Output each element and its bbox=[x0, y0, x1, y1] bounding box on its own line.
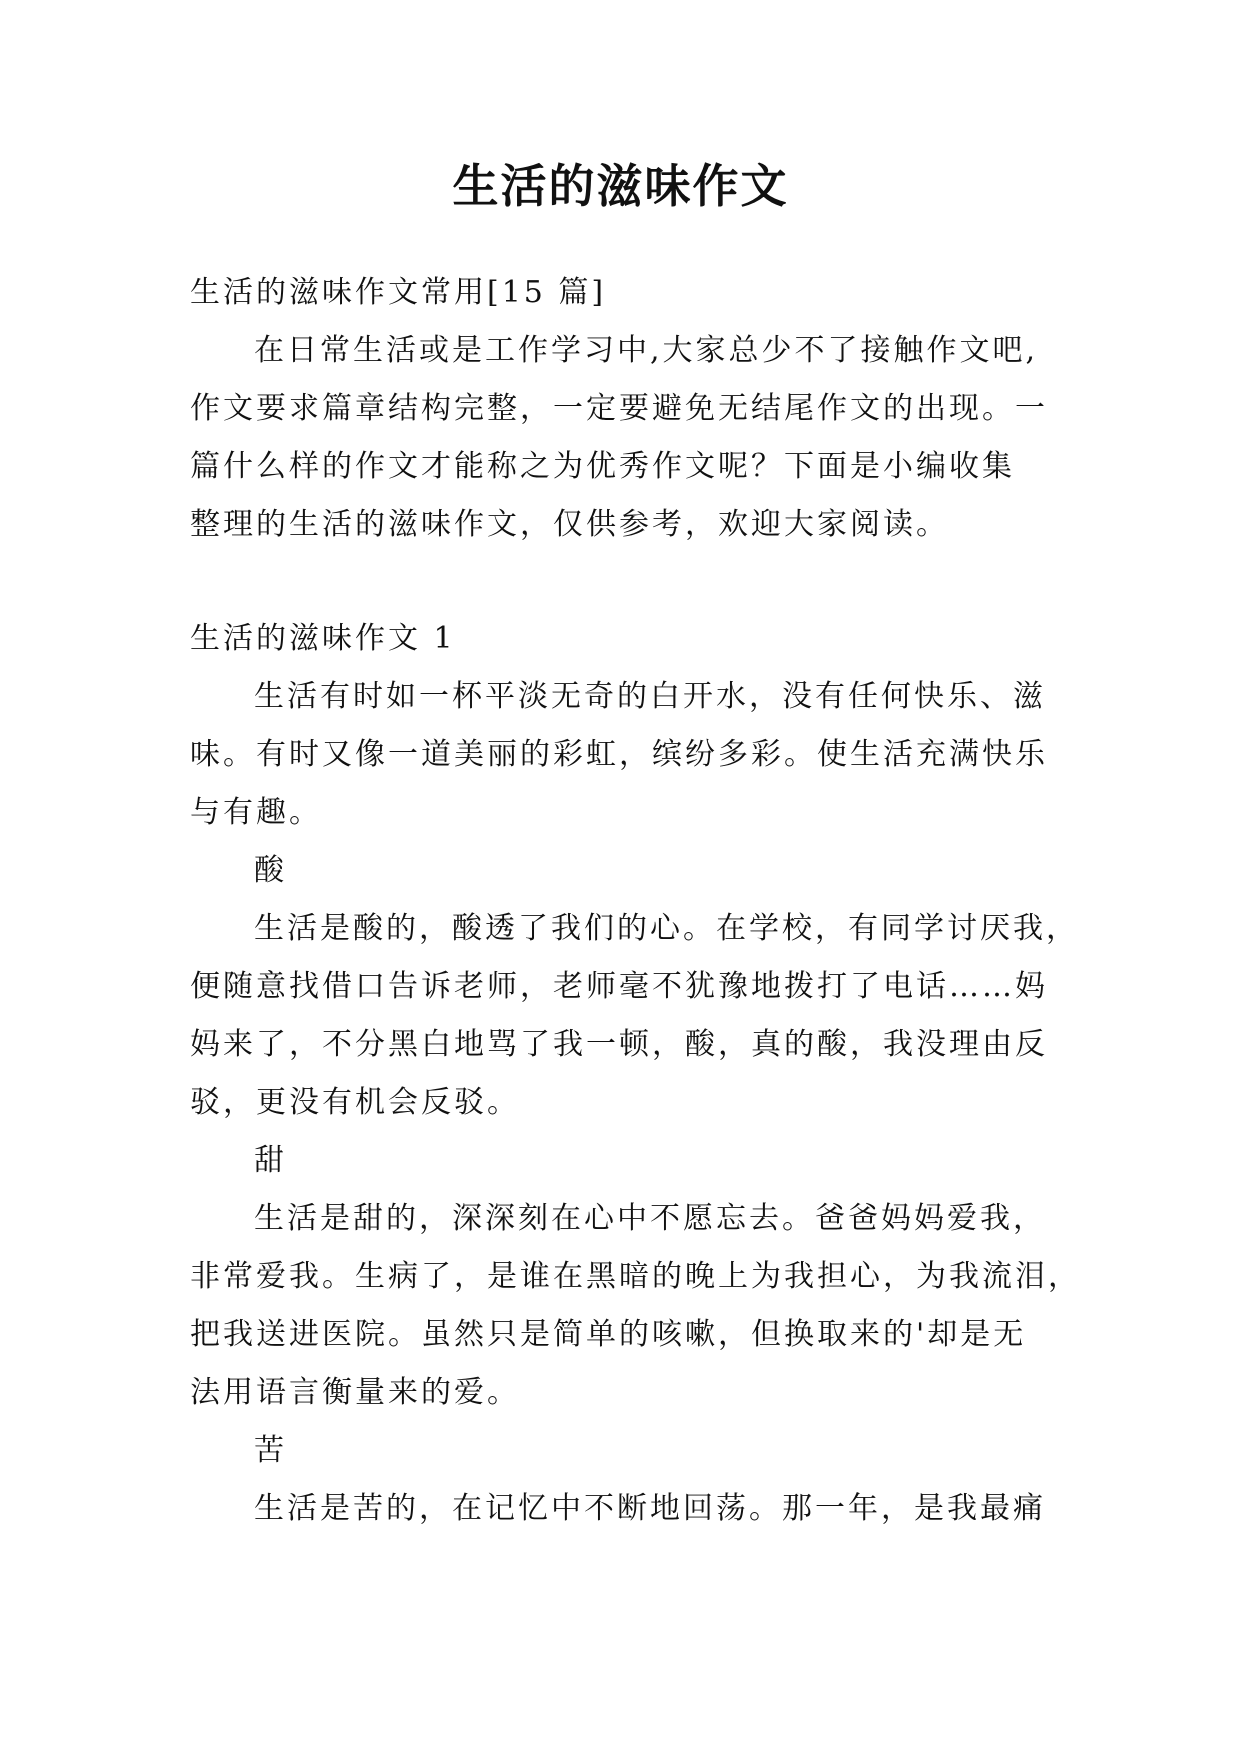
paragraph-line: 生活是苦的，在记忆中不断地回荡。那一年，是我最痛 bbox=[254, 1491, 1046, 1526]
paragraph-line: 在日常生活或是工作学习中,大家总少不了接触作文吧, bbox=[254, 333, 1039, 368]
sour-paragraph bbox=[190, 900, 1079, 1132]
intro-paragraph bbox=[190, 322, 1050, 554]
section-spacer bbox=[190, 554, 1050, 610]
paragraph-line: 篇什么样的作文才能称之为优秀作文呢？下面是小编收集 bbox=[190, 449, 1015, 484]
paragraph-line: 作文要求篇章结构完整，一定要避免无结尾作文的出现。一 bbox=[190, 391, 1048, 426]
paragraph-line: 生活是甜的，深深刻在心中不愿忘去。爸爸妈妈爱我， bbox=[254, 1201, 1046, 1236]
subheading-sweet: 甜 bbox=[254, 1143, 287, 1178]
bitter-paragraph bbox=[190, 1480, 1050, 1538]
document-body bbox=[190, 264, 1081, 1538]
subheading-bitter: 苦 bbox=[254, 1433, 287, 1468]
paragraph-line: 整理的生活的滋味作文，仅供参考，欢迎大家阅读。 bbox=[190, 507, 949, 542]
paragraph-line: 妈来了，不分黑白地骂了我一顿，酸，真的酸，我没理由反 bbox=[190, 1027, 1048, 1062]
paragraph-line: 与有趣。 bbox=[190, 795, 322, 830]
section-heading: 生活的滋味作文 1 bbox=[190, 621, 456, 656]
paragraph-line: 把我送进医院。虽然只是简单的咳嗽，但换取来的'却是无 bbox=[190, 1317, 1027, 1352]
paragraph-line: 便随意找借口告诉老师，老师毫不犹豫地拨打了电话……妈 bbox=[190, 969, 1048, 1004]
paragraph-line: 驳，更没有机会反驳。 bbox=[190, 1085, 520, 1120]
paragraph-line: 法用语言衡量来的爱。 bbox=[190, 1375, 520, 1410]
paragraph-line: 生活有时如一杯平淡无奇的白开水，没有任何快乐、滋 bbox=[254, 679, 1046, 714]
paragraph-line: 味。有时又像一道美丽的彩虹，缤纷多彩。使生活充满快乐 bbox=[190, 737, 1048, 772]
opening-paragraph bbox=[190, 668, 1050, 842]
sweet-paragraph bbox=[190, 1190, 1081, 1422]
document-title: 生活的滋味作文 bbox=[452, 159, 789, 213]
document-subtitle: 生活的滋味作文常用[15 篇] bbox=[190, 275, 607, 310]
paragraph-line: 非常爱我。生病了，是谁在黑暗的晚上为我担心，为我流泪， bbox=[190, 1259, 1081, 1294]
subheading-sour: 酸 bbox=[254, 853, 287, 888]
paragraph-line: 生活是酸的，酸透了我们的心。在学校，有同学讨厌我， bbox=[254, 911, 1079, 946]
